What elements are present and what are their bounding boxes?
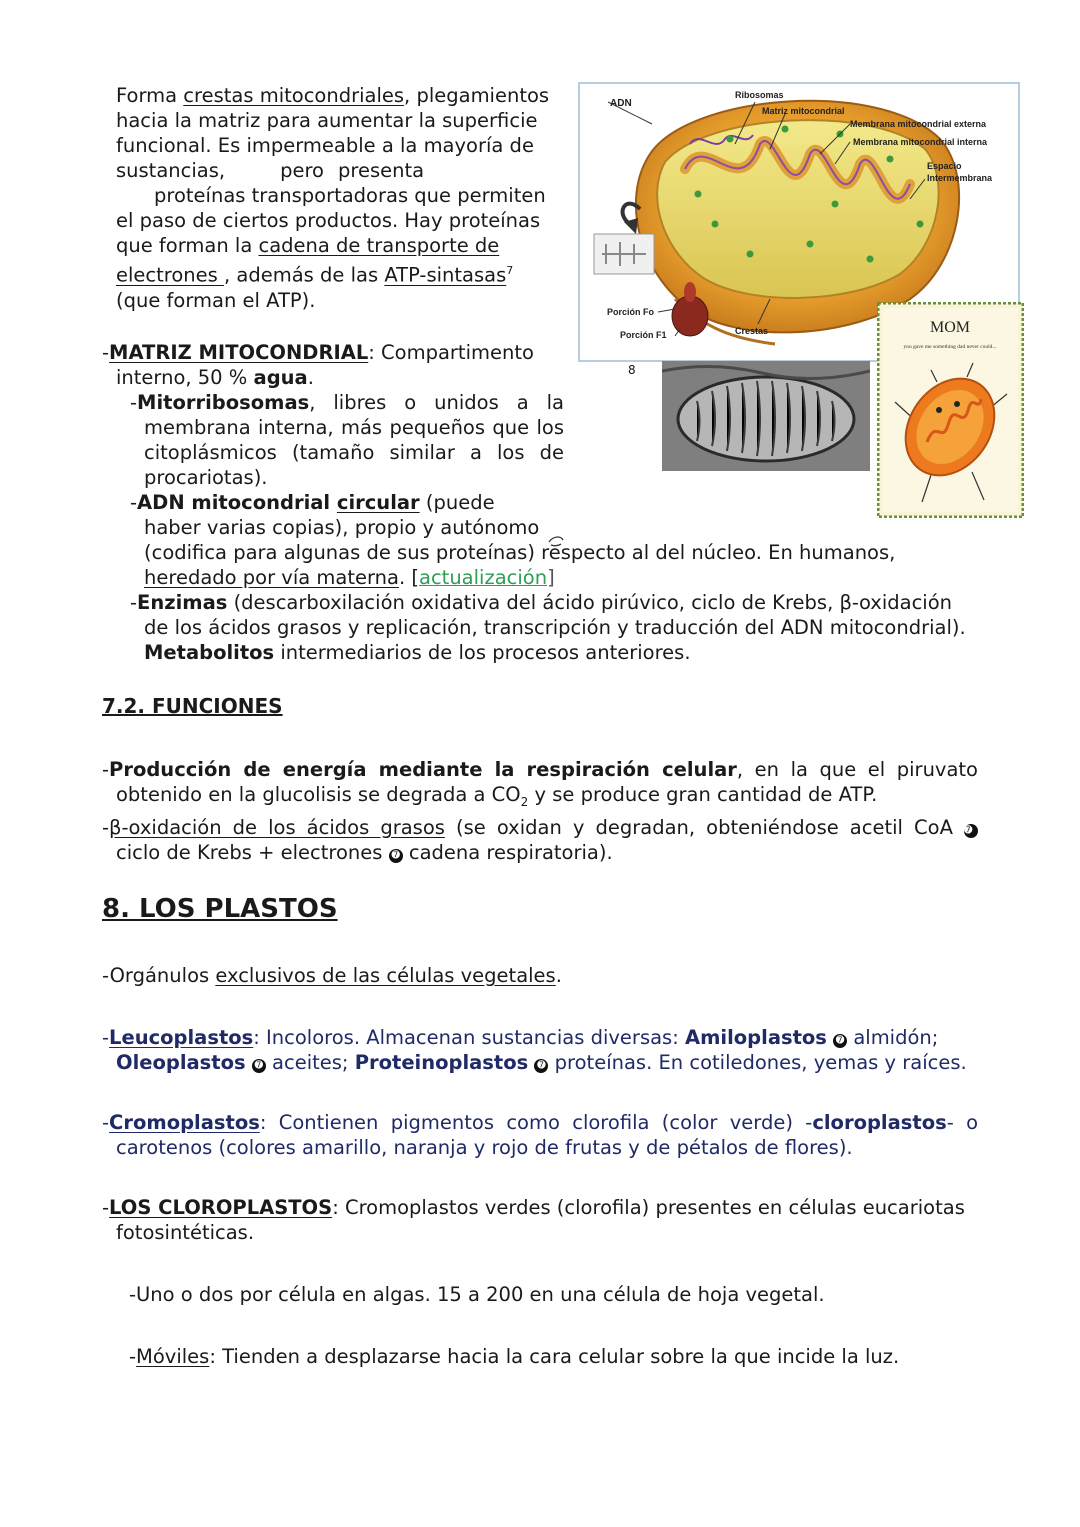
line: proteínas transportadoras que permiten [154, 184, 546, 207]
line: el paso de ciertos productos. Hay proteínas [116, 209, 541, 232]
line: -Mitorribosomas, libres o unidos a la [130, 391, 564, 414]
line: -Producción de energía mediante la respiración celular, en la que el piruvato [102, 758, 978, 781]
line: membrana interna, más pequeños que los [144, 416, 564, 439]
line: (que forman el ATP). [116, 288, 316, 312]
line: -LOS CLOROPLASTOS: Cromoplastos verdes (clorofila) presentes en células eucariotas [102, 1196, 965, 1219]
line: Oleoplastos ➐ aceites; Proteinoplastos ➐ proteínas. En cotiledones, yemas y raíces. [116, 1051, 967, 1074]
label-f1: Porción F1 [620, 330, 667, 340]
cromoplastos-paragraph [102, 1110, 978, 1160]
funciones-section [102, 757, 978, 865]
line: (codifica para algunas de sus proteínas) respecto al del núcleo. En humanos, [144, 541, 896, 564]
line: de los ácidos grasos y replicación, transcripción y traducción del ADN mitocondrial). [144, 616, 966, 639]
arrow-bullet-icon: ➐ [389, 849, 403, 863]
line: que forman la cadena de transporte de [116, 234, 500, 257]
line: -ADN mitocondrial circular (puede [130, 491, 495, 514]
plastos-intro [102, 963, 978, 988]
line: fotosintéticas. [116, 1221, 255, 1244]
section-heading-funciones: 7.2. FUNCIONES [102, 694, 283, 718]
label-ribosomas: Ribosomas [735, 90, 784, 100]
arrow-bullet-icon: ➐ [964, 824, 978, 838]
section-heading-plastos: 8. LOS PLASTOS [102, 894, 338, 924]
label-espacio: Espacio [927, 161, 962, 171]
line: heredado por vía materna. [actualización] [144, 566, 555, 589]
line: Forma crestas mitocondriales, plegamientos [116, 84, 550, 107]
leucoplastos-paragraph [102, 1025, 1002, 1075]
matriz-section [102, 340, 564, 540]
line: sustancias, pero presenta [116, 159, 425, 182]
label-mme: Membrana mitocondrial externa [850, 119, 987, 129]
label-intermembrana: Intermembrana [927, 173, 993, 183]
line: -Móviles: Tienden a desplazarse hacia la cara celular sobre la que incide la luz. [129, 1345, 900, 1368]
moviles-line [129, 1344, 989, 1369]
arrow-bullet-icon: ➐ [833, 1034, 847, 1048]
line: hacia la matriz para aumentar la superficie [116, 109, 538, 132]
line: haber varias copias), propio y autónomo [144, 516, 540, 539]
line: -Orgánulos exclusivos de las células vegetales. [102, 964, 562, 987]
adn-continuation [102, 540, 1002, 665]
arrow-bullet-icon: ➐ [534, 1059, 548, 1073]
membrane-paragraph [116, 83, 558, 313]
mom-cartoon-image [877, 302, 1024, 518]
line: electrones , además de las ATP-sintasas$^7$ [116, 263, 514, 287]
line: -MATRIZ MITOCONDRIAL: Compartimento [102, 341, 534, 364]
uno-o-dos-line [129, 1282, 989, 1307]
label-matriz: Matriz mitocondrial [762, 106, 845, 116]
line: -Uno o dos por célula en algas. 15 a 200 en una célula de hoja vegetal. [129, 1283, 825, 1306]
label-fo: Porción Fo [607, 307, 654, 317]
line: carotenos (colores amarillo, naranja y rojo de frutas y de pétalos de flores). [116, 1136, 853, 1159]
figure-number: 8 [628, 363, 636, 377]
label-mmi: Membrana mitocondrial interna [853, 137, 988, 147]
arrow-bullet-icon: ➐ [252, 1059, 266, 1073]
line: -Cromoplastos: Contienen pigmentos como clorofila (color verde) -cloroplastos- o [102, 1111, 978, 1134]
line: ciclo de Krebs + electrones ➐ cadena respiratoria). [116, 840, 613, 864]
line: -Enzimas (descarboxilación oxidativa del ácido pirúvico, ciclo de Krebs, β-oxidación [130, 591, 953, 614]
label-crestas: Crestas [735, 326, 769, 336]
actualizacion-link[interactable]: actualización [419, 566, 548, 589]
label-adn: ADN [610, 98, 632, 109]
line: citoplásmicos (tamaño similar a los de [144, 441, 564, 464]
line: obtenido en la glucolisis se degrada a $CO_2$ y se produce gran cantidad de ATP. [116, 783, 878, 809]
line: Metabolitos intermediarios de los procesos anteriores. [144, 641, 691, 664]
line: interno, 50 % agua. [116, 366, 314, 389]
line: -β-oxidación de los ácidos grasos (se oxidan y degradan, obteniéndose acetil CoA ➐ [102, 815, 978, 840]
line: procariotas). [144, 466, 268, 489]
mom-title: MOM [929, 319, 971, 336]
line: -Leucoplastos: Incoloros. Almacenan sustancias diversas: Amiloplastos ➐ almidón; [102, 1026, 939, 1049]
micrograph-image [662, 361, 870, 471]
mom-caption: you gave me something dad never could... [903, 344, 997, 350]
cloroplastos-paragraph [102, 1195, 1002, 1245]
line: funcional. Es impermeable a la mayoría de [116, 134, 534, 157]
